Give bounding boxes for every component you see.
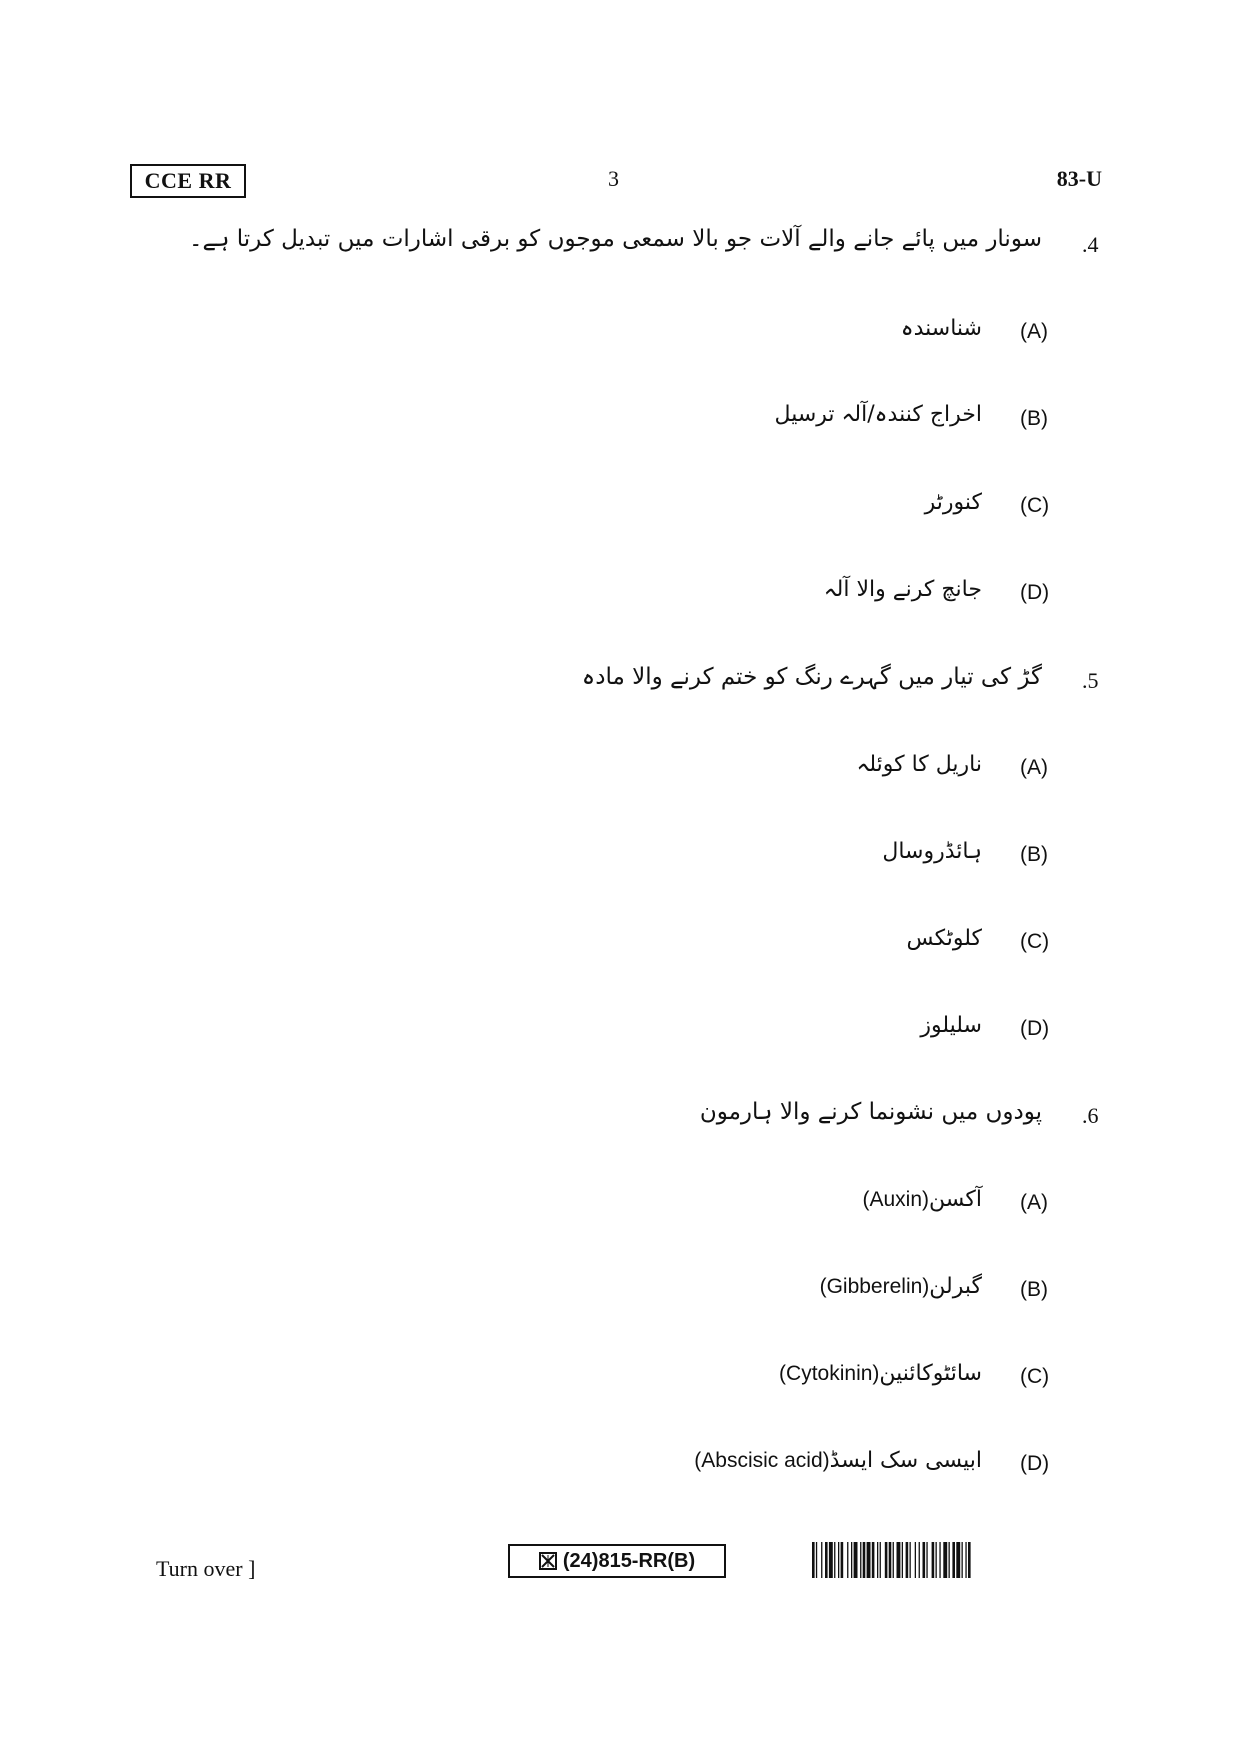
option-label: (D) — [1020, 1017, 1050, 1040]
booklet-code: (24)815-RR(B) — [562, 1549, 696, 1572]
option-english-text: (Auxin) — [862, 1188, 930, 1211]
barcode-icon — [812, 1542, 1102, 1578]
option-label: (B) — [1020, 1278, 1048, 1301]
turn-over-text: Turn over ] — [156, 1556, 256, 1581]
option-text: اخراج کنندہ/آلہ ترسیل — [774, 402, 982, 427]
question-text: سونار میں پائے جانے والے آلات جو بالا سمعی موجوں کو برقی اشارات میں تبدیل کرتا ہے۔ — [189, 226, 1042, 252]
option-text — [808, 1274, 982, 1299]
header-code-box: CCE RR — [130, 164, 246, 198]
option-text — [851, 1187, 983, 1212]
option-text — [767, 1361, 982, 1386]
option-text: جانچ کرنے والا آلہ — [823, 577, 982, 602]
option-text: سلیلوز — [920, 1013, 982, 1038]
option-english-text: (Cytokinin) — [779, 1362, 880, 1385]
option-label: (D) — [1020, 1452, 1050, 1475]
option-label: (C) — [1020, 1365, 1050, 1388]
option-label: (C) — [1020, 930, 1050, 953]
page-number: 3 — [608, 166, 619, 191]
question-number: .5 — [1082, 668, 1099, 693]
option-label: (A) — [1020, 756, 1048, 779]
option-label: (B) — [1020, 407, 1048, 430]
option-urdu-text: سائٹوکائنین — [879, 1361, 982, 1386]
option-english-text: (Gibberelin) — [819, 1275, 930, 1298]
question-text: گڑ کی تیار میں گہرے رنگ کو ختم کرنے والا مادہ — [581, 664, 1042, 690]
option-label: (B) — [1020, 843, 1048, 866]
option-text: کنورٹر — [924, 490, 982, 515]
option-urdu-text: آکسن — [929, 1187, 982, 1212]
question-number: .4 — [1082, 232, 1099, 257]
question-number: .6 — [1082, 1103, 1099, 1128]
option-urdu-text: ابیسی سک ایسڈ — [829, 1448, 982, 1473]
option-label: (A) — [1020, 320, 1048, 343]
option-label: (C) — [1020, 494, 1050, 517]
option-text: ہائڈروسال — [882, 839, 982, 864]
question-text: پودوں میں نشونما کرنے والا ہارمون — [699, 1099, 1042, 1125]
option-english-text: (Abscisic acid) — [694, 1449, 830, 1472]
option-text — [682, 1448, 982, 1473]
cross-box-icon — [539, 1552, 557, 1570]
option-text: شناسندہ — [900, 316, 982, 341]
option-label: (A) — [1020, 1191, 1048, 1214]
booklet-code-box — [508, 1544, 726, 1578]
option-text: ناریل کا کوئلہ — [856, 752, 982, 777]
option-label: (D) — [1020, 581, 1050, 604]
option-urdu-text: گبرلن — [929, 1274, 982, 1299]
option-text: کلوٹکس — [906, 926, 982, 951]
paper-code: 83-U — [1056, 166, 1102, 191]
